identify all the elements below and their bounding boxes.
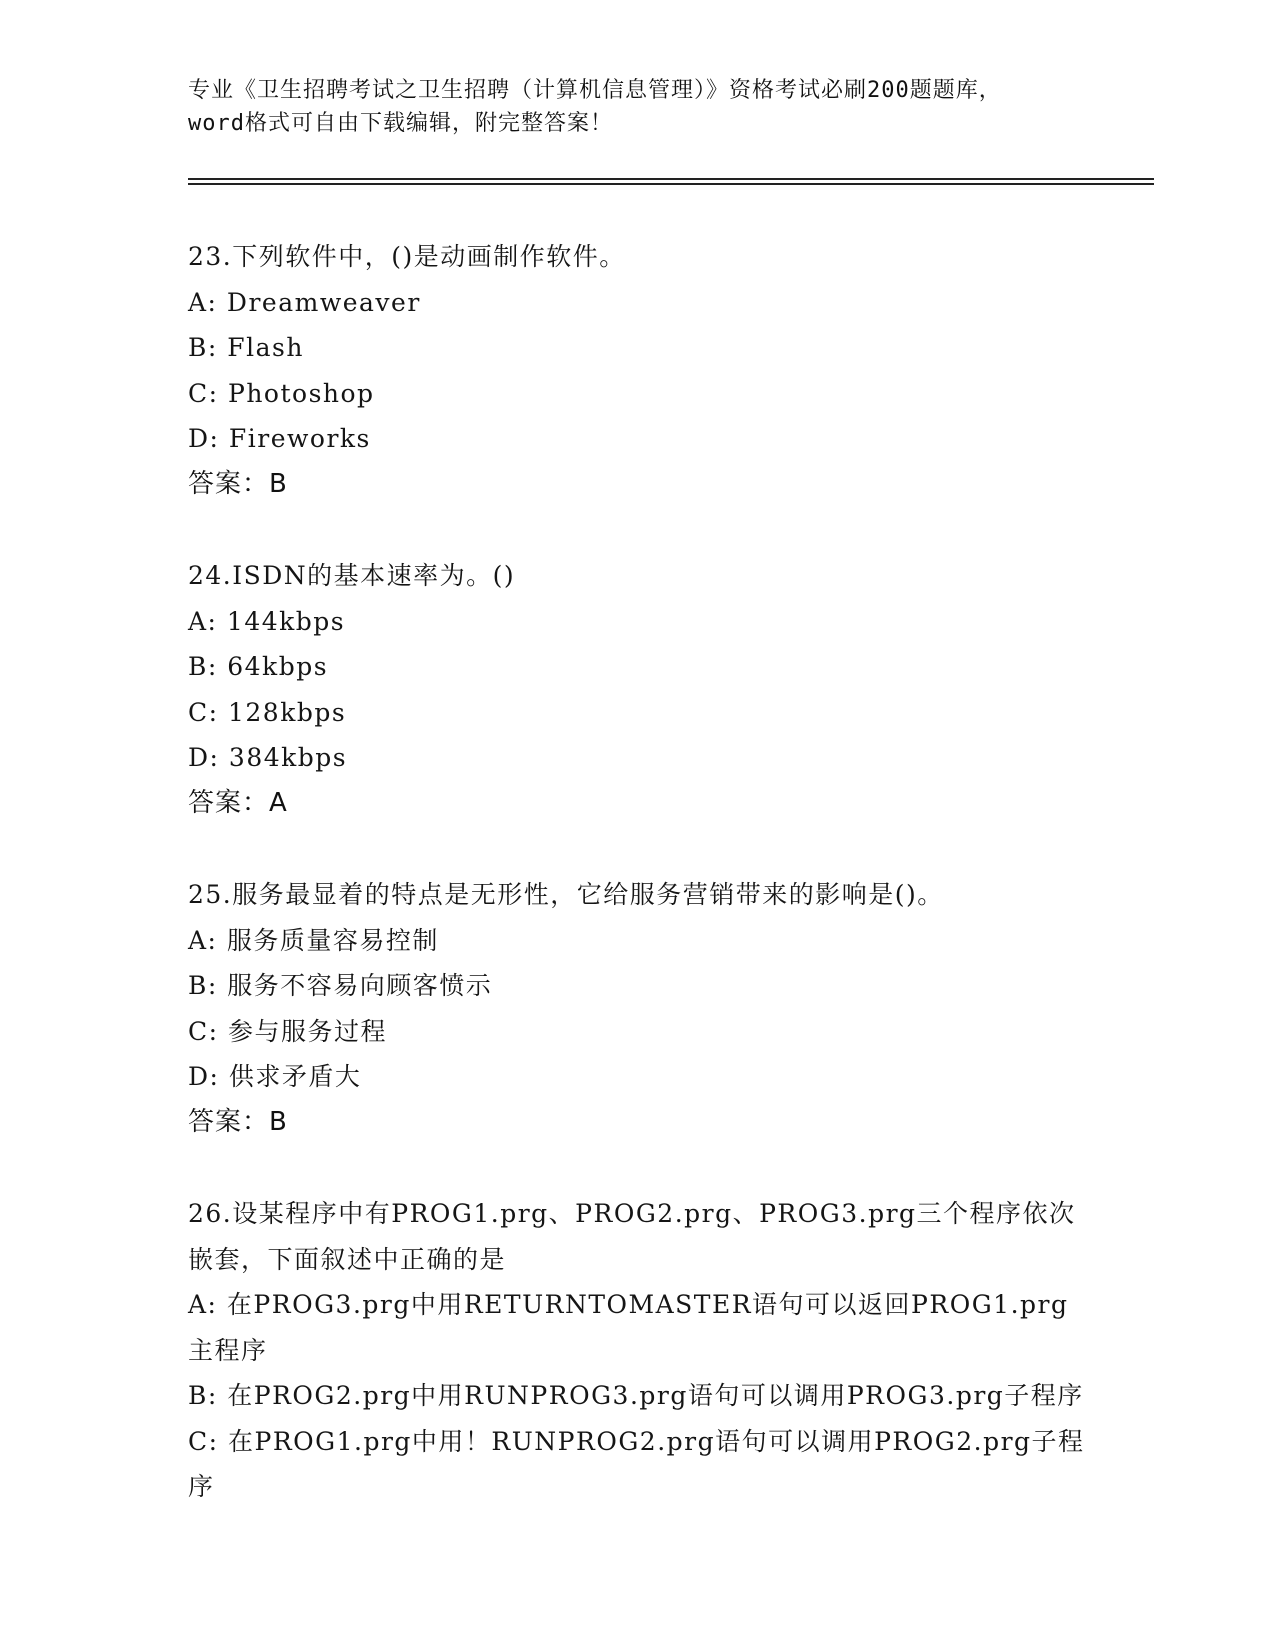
option-c: C: 参与服务过程 <box>188 1016 387 1046</box>
answer: 答案：A <box>188 787 288 818</box>
option-d: D: 供求矛盾大 <box>188 1062 362 1091</box>
answer: 答案：B <box>188 1106 288 1137</box>
question-26 <box>188 1191 1088 1510</box>
question-25 <box>188 872 1088 1144</box>
question-24 <box>188 553 1088 825</box>
question-text: 25.服务最显着的特点是无形性，它给服务营销带来的影响是()。 <box>188 880 944 909</box>
option-b: B: 64kbps <box>188 652 329 681</box>
option-a: A: 服务质量容易控制 <box>188 925 439 955</box>
option-c: C: 128kbps <box>188 697 347 727</box>
header-line-2: word格式可自由下载编辑，附完整答案！ <box>188 111 613 136</box>
question-text: 23.下列软件中，()是动画制作软件。 <box>188 242 626 271</box>
option-a: A: 在PROG3.prg中用RETURNTOMASTER语句可以返回PROG1.prg主程序 <box>188 1290 1069 1365</box>
question-23 <box>188 234 1088 506</box>
header-divider-top <box>188 178 1154 180</box>
option-c: C: 在PROG1.prg中用！RUNPROG2.prg语句可以调用PROG2.prg子程序 <box>188 1426 1085 1501</box>
option-b: B: 在PROG2.prg中用RUNPROG3.prg语句可以调用PROG3.prg子程序 <box>188 1381 1084 1410</box>
header-divider-bottom <box>188 183 1154 185</box>
header-line-1: 专业《卫生招聘考试之卫生招聘（计算机信息管理）》资格考试必刷200题题库， <box>188 78 1002 103</box>
option-d: D: Fireworks <box>188 424 371 453</box>
option-a: A: Dreamweaver <box>188 287 421 317</box>
question-text: 24.ISDN的基本速率为。() <box>188 561 516 590</box>
question-text: 26.设某程序中有PROG1.prg、PROG2.prg、PROG3.prg三个程序依次嵌套，下面叙述中正确的是 <box>188 1199 1076 1274</box>
option-b: B: 服务不容易向顾客愤示 <box>188 971 493 1000</box>
option-a: A: 144kbps <box>188 606 346 636</box>
option-b: B: Flash <box>188 333 304 362</box>
answer: 答案：B <box>188 468 288 499</box>
option-d: D: 384kbps <box>188 743 348 772</box>
option-c: C: Photoshop <box>188 378 375 408</box>
document-header <box>188 74 1088 140</box>
